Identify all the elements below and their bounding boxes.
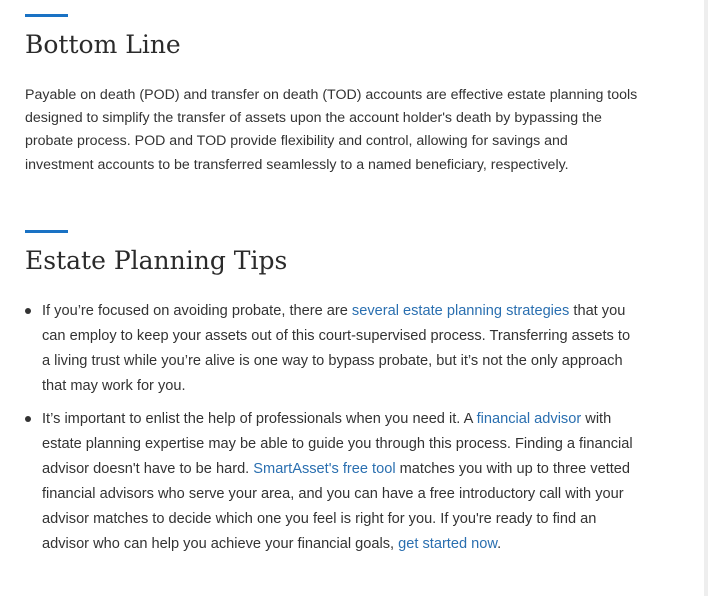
smartasset-free-tool-link[interactable]: SmartAsset's free tool xyxy=(253,461,396,477)
bullet-icon xyxy=(25,416,31,422)
list-item xyxy=(0,299,639,399)
tip-text: with estate planning expertise may be able to guide you through this process. Finding a financial advisor doesn't have to be hard. xyxy=(42,411,633,477)
tip-text: that you can employ to keep your assets out of this court-supervised process. Transferring assets to a living trust while you’re alive is one way to bypass probate, but it’s not the only approach that may work for you. xyxy=(42,303,631,394)
bottom-line-paragraph: Payable on death (POD) and transfer on death (TOD) accounts are effective estate planning tools designed to simplify the transfer of assets upon the account holder's death by bypassing the probate process. POD and TOD provide flexibility and control, allowing for savings and investment accounts to be transferred seamlessly to a named beneficiary, respectively. xyxy=(25,87,638,173)
page-edge xyxy=(704,0,708,596)
list-item xyxy=(0,407,639,557)
tips-list xyxy=(0,299,650,557)
tip-text: . xyxy=(497,536,502,552)
bullet-icon xyxy=(25,308,31,314)
tip-text: It’s important to enlist the help of professionals when you need it. A xyxy=(42,411,477,427)
financial-advisor-link[interactable]: financial advisor xyxy=(476,411,582,427)
estate-planning-strategies-link[interactable]: several estate planning strategies xyxy=(351,303,570,319)
tip-text: matches you with up to three vetted financial advisors who serve your area, and you can have a free introductory call with your advisor matches to decide which one you feel is right for you. If you're ready to find an advisor who can help you achieve your financial goals, xyxy=(42,461,631,552)
get-started-now-link[interactable]: get started now xyxy=(398,536,498,552)
tip-text: If you’re focused on avoiding probate, there are xyxy=(42,303,352,319)
section-accent-bar xyxy=(25,230,68,233)
bottom-line-heading: Bottom Line xyxy=(25,30,181,59)
estate-planning-tips-heading: Estate Planning Tips xyxy=(25,246,288,275)
section-accent-bar xyxy=(25,14,68,17)
